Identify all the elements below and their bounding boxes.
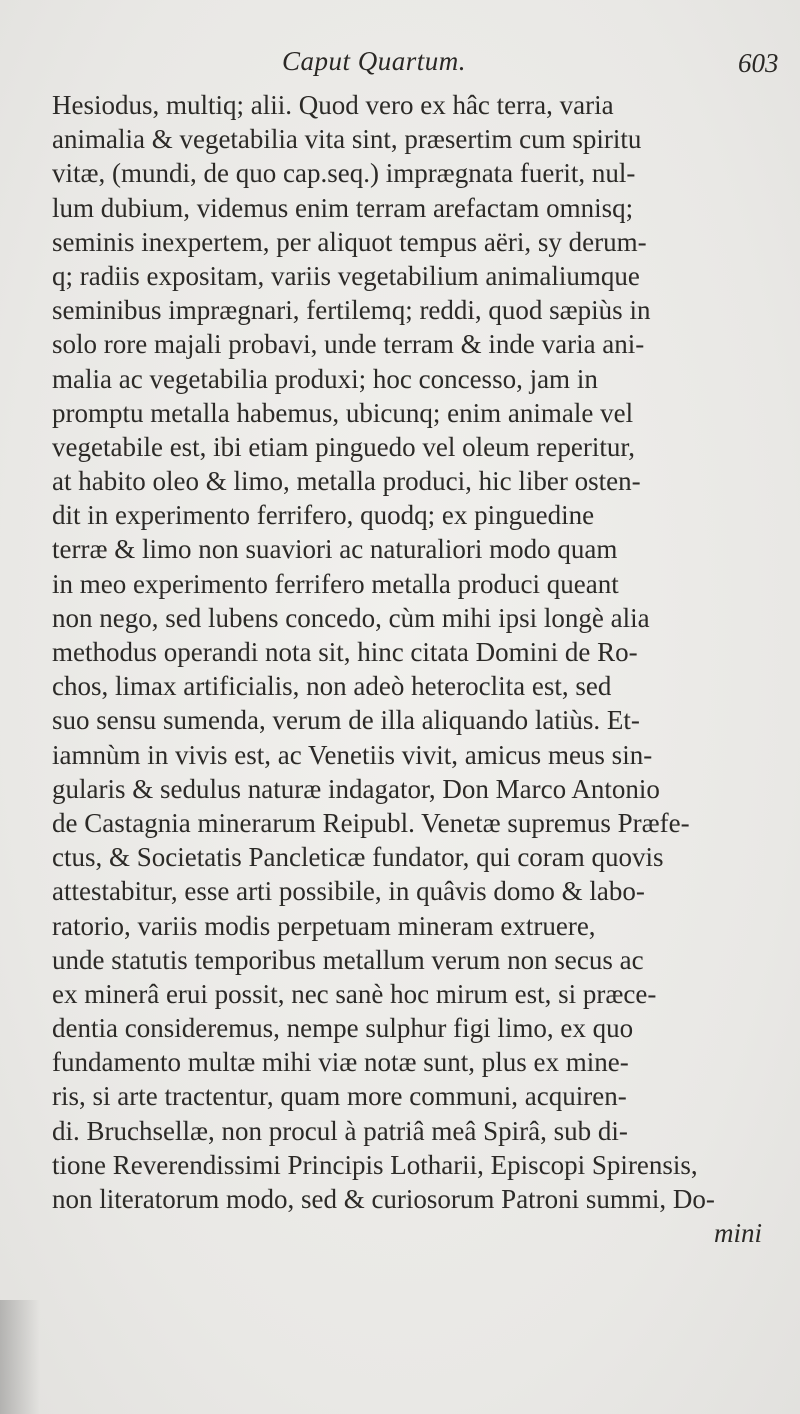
text-line: de Castagnia minerarum Reipubl. Venetæ supremus Præfe-	[52, 807, 690, 838]
text-line: di. Bruchsellæ, non procul à patriâ meâ Spirâ, sub di-	[52, 1115, 628, 1146]
text-line: ctus, & Societatis Pancleticæ fundator, qui coram quovis	[52, 842, 664, 873]
text-line: vegetabile est, ibi etiam pinguedo vel oleum reperitur,	[52, 431, 635, 462]
text-line: attestabitur, esse arti possibile, in quâvis domo & labo-	[52, 876, 645, 907]
text-line: chos, limax artificialis, non adeò heteroclita est, sed	[52, 671, 612, 702]
page-header	[0, 46, 800, 86]
text-line: fundamento multæ mihi viæ notæ sunt, plus ex mine-	[52, 1047, 629, 1078]
text-line: ris, si arte tractentur, quam more communi, acquiren-	[52, 1081, 627, 1112]
text-line: in meo experimento ferrifero metalla produci queant	[52, 568, 619, 599]
body-text	[52, 88, 792, 1250]
text-line: suo sensu sumenda, verum de illa aliquando latiùs. Et-	[52, 705, 640, 736]
text-line: promptu metalla habemus, ubicunq; enim animale vel	[52, 397, 634, 428]
text-line: non literatorum modo, sed & curiosorum Patroni summi, Do-	[52, 1184, 715, 1214]
text-line: ratorio, variis modis perpetuam mineram extruere,	[52, 910, 596, 941]
text-line: tione Reverendissimi Principis Lotharii, Episcopi Spirensis,	[52, 1149, 698, 1180]
text-line: methodus operandi nota sit, hinc citata Domini de Ro-	[52, 637, 638, 667]
text-line: lum dubium, videmus enim terram arefactam omnisq;	[52, 192, 634, 223]
text-line: unde statutis temporibus metallum verum non secus ac	[52, 944, 644, 975]
text-line: solo rore majali probavi, unde terram & inde varia ani-	[52, 329, 645, 360]
text-line: vitæ, (mundi, de quo cap.seq.) imprægnata fuerit, nul-	[52, 158, 636, 189]
text-line: ex minerâ erui possit, nec sanè hoc mirum est, si præce-	[52, 978, 657, 1009]
text-line: seminis inexpertem, per aliquot tempus aëri, sy derum-	[52, 226, 647, 257]
text-line: at habito oleo & limo, metalla produci, hic liber osten-	[52, 466, 641, 497]
binding-shadow	[0, 1300, 40, 1414]
text-line: terræ & limo non suaviori ac naturaliori modo quam	[52, 534, 618, 565]
page-number: 603	[738, 48, 779, 78]
running-head: Caput Quartum.	[282, 46, 467, 76]
text-line: gularis & sedulus naturæ indagator, Don Marco Antonio	[52, 773, 660, 804]
text-line: non nego, sed lubens concedo, cùm mihi ipsi longè alia	[52, 602, 650, 633]
catchword: mini	[713, 1218, 762, 1249]
text-line: dentia consideremus, nempe sulphur figi limo, ex quo	[52, 1013, 634, 1044]
text-line: malia ac vegetabilia produxi; hoc concesso, jam in	[52, 363, 598, 394]
text-line: dit in experimento ferrifero, quodq; ex pinguedine	[52, 500, 595, 531]
text-line: seminibus imprægnari, fertilemq; reddi, quod sæpiùs in	[52, 295, 651, 326]
text-line: Hesiodus, multiq; alii. Quod vero ex hâc terra, varia	[52, 90, 614, 120]
text-line: q; radiis expositam, variis vegetabilium animaliumque	[52, 260, 640, 291]
text-line: iamnùm in vivis est, ac Venetiis vivit, amicus meus sin-	[52, 739, 653, 770]
text-line: animalia & vegetabilia vita sint, præsertim cum spiritu	[52, 124, 642, 155]
